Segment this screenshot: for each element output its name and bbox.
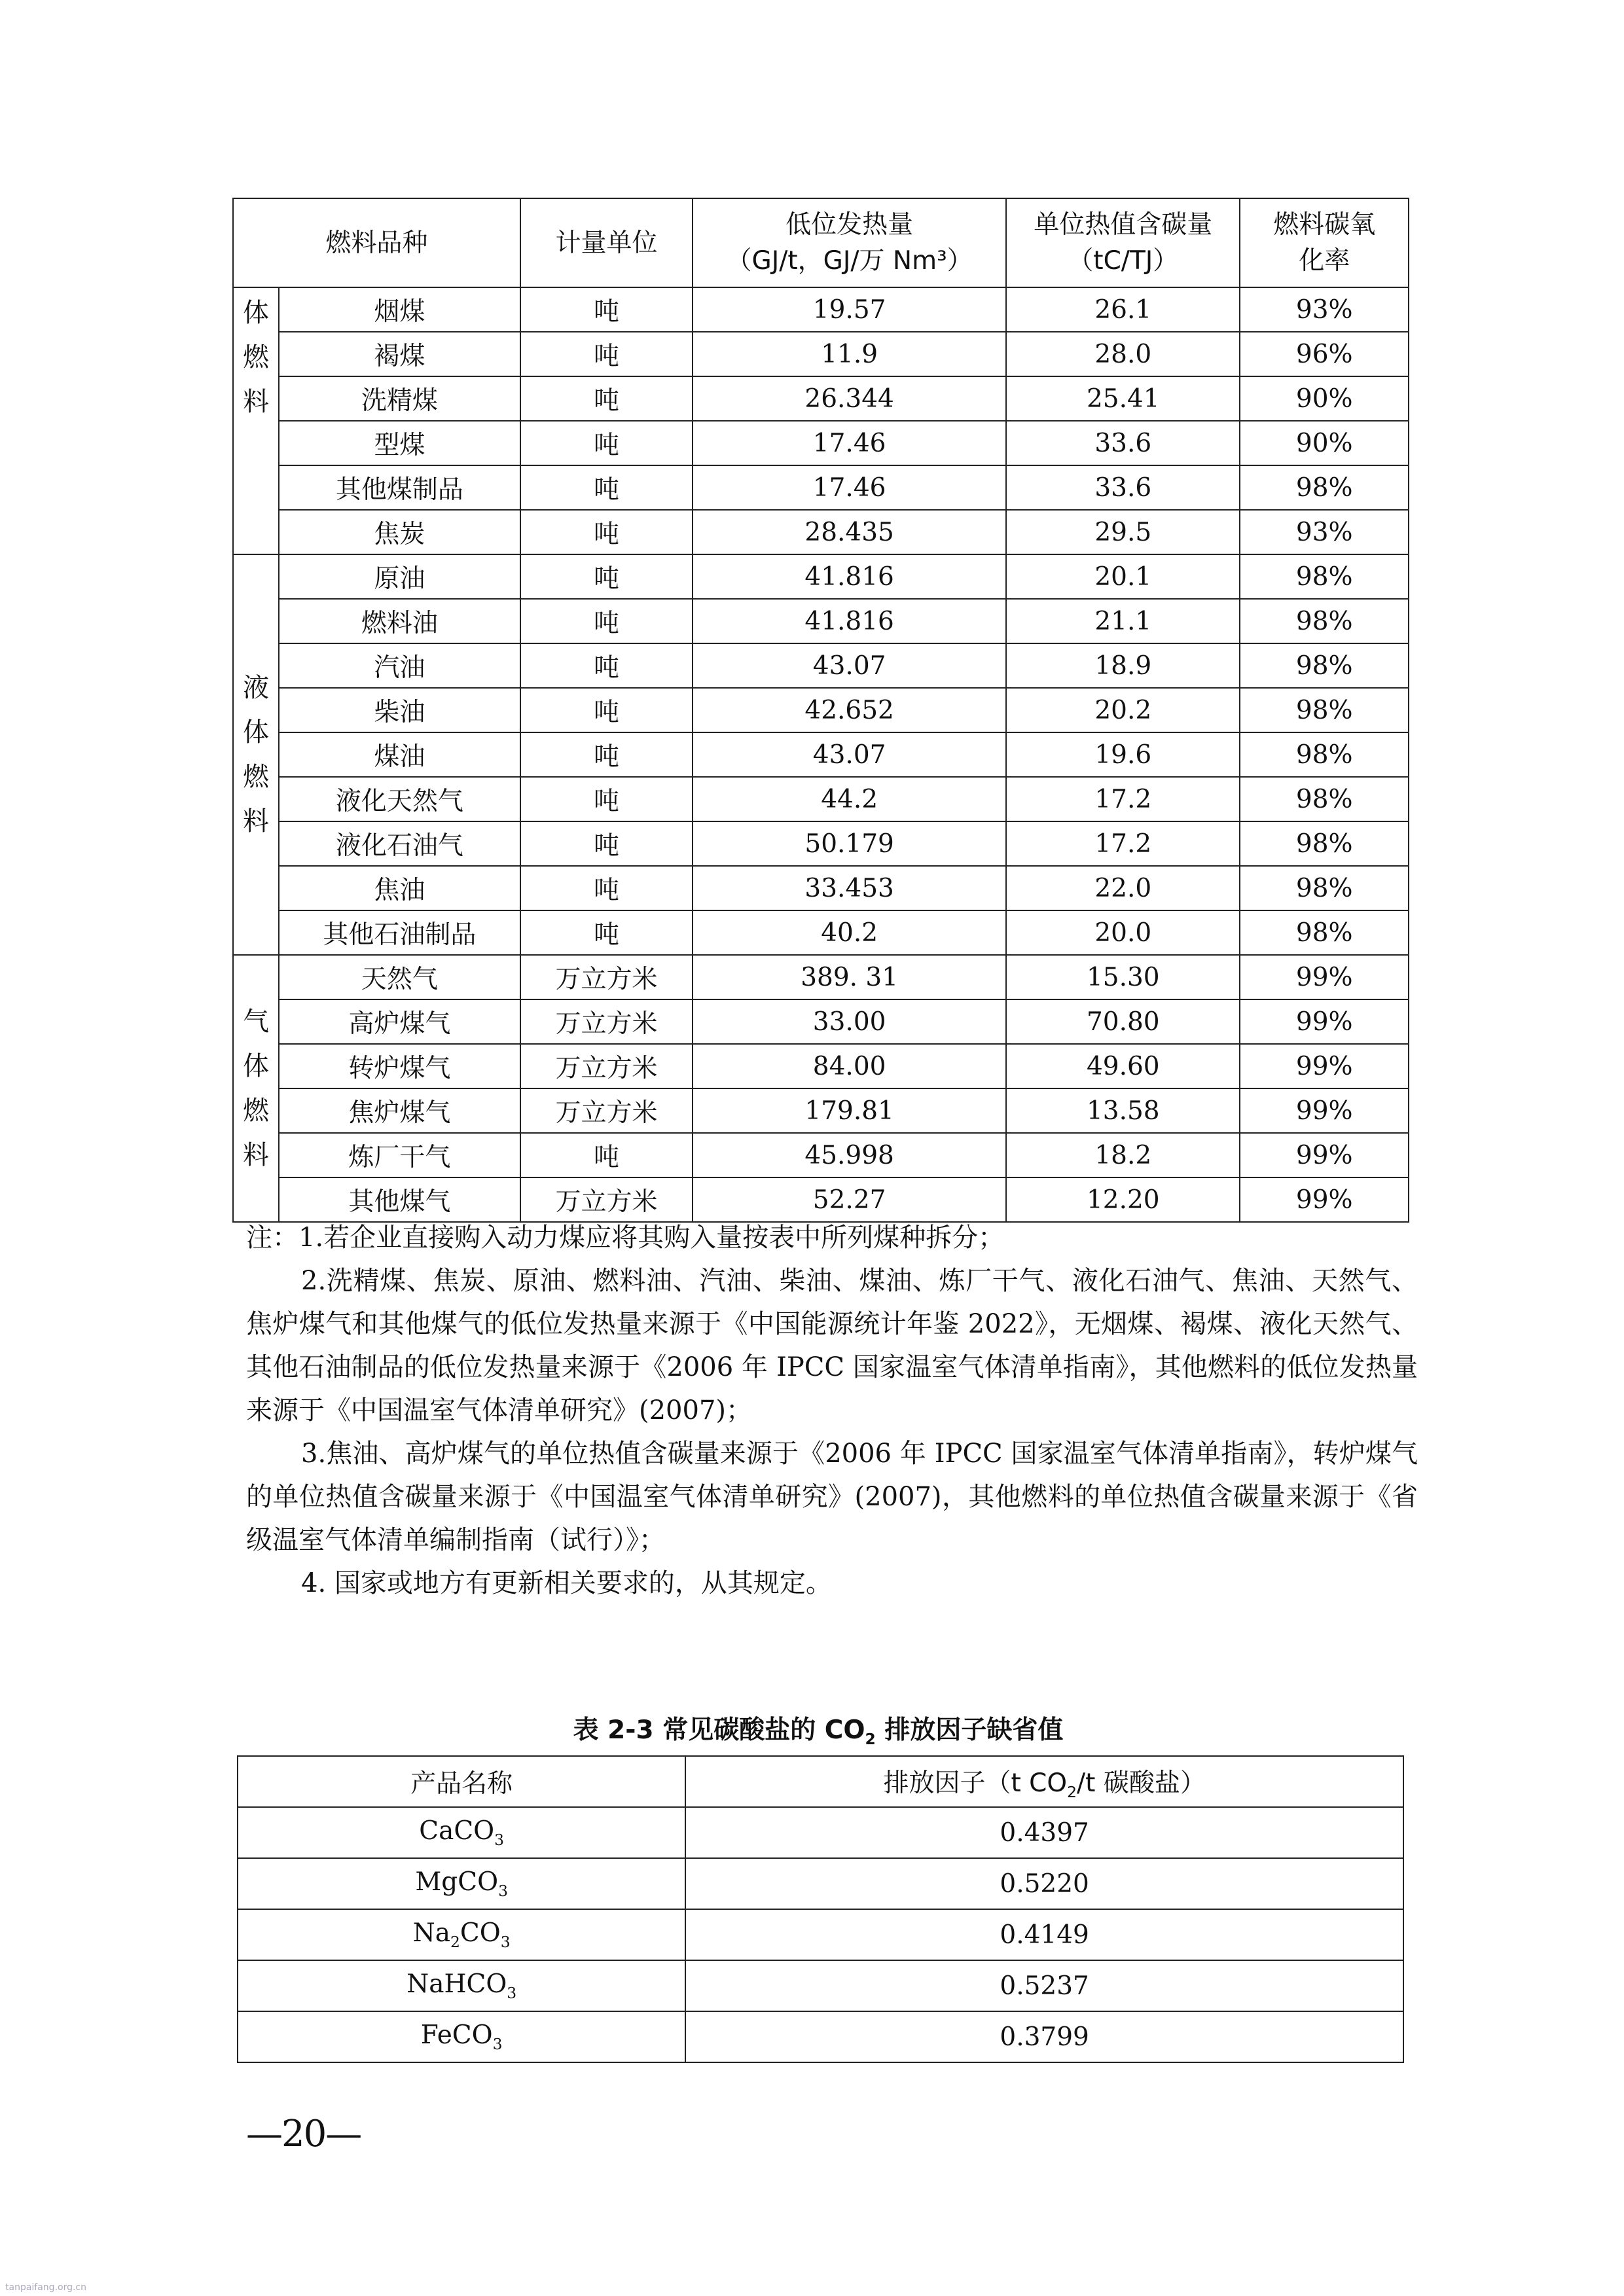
caption-subscript: 2	[865, 1729, 876, 1748]
fuel-name-cell: 其他煤制品	[279, 465, 520, 510]
ncv-cell: 41.816	[693, 599, 1006, 643]
header-fuel-type: 燃料品种	[233, 198, 520, 287]
header-carbon-line1: 单位热值含碳量	[1034, 210, 1213, 240]
oxidation-rate-cell: 93%	[1240, 510, 1409, 554]
ncv-cell: 389. 31	[693, 955, 1006, 999]
carbonate-formula-part: NaHCO	[406, 1969, 507, 2000]
oxidation-rate-cell: 93%	[1240, 287, 1409, 332]
caption-prefix: 表 2-3 常见碳酸盐的 CO	[573, 1715, 865, 1745]
unit-cell: 吨	[520, 910, 693, 955]
note-3: 3.焦油、高炉煤气的单位热值含碳量来源于《2006 年 IPCC 国家温室气体清单指南》，转炉煤气的单位热值含碳量来源于《中国温室气体清单研究》(2007)，其他燃料的单位热值含碳量来源于《省级温室气体清单编制指南（试行）》；	[246, 1439, 1418, 1555]
carbon-content-cell: 13.58	[1006, 1088, 1240, 1133]
emission-factor-cell: 0.5220	[685, 1858, 1403, 1909]
table-row	[233, 999, 1409, 1044]
ncv-cell: 33.453	[693, 866, 1006, 910]
header-carbon-content	[1006, 198, 1240, 287]
fuel-name-cell: 烟煤	[279, 287, 520, 332]
carbon-content-cell: 12.20	[1006, 1177, 1240, 1222]
oxidation-rate-cell: 98%	[1240, 866, 1409, 910]
unit-cell: 吨	[520, 599, 693, 643]
carbonate-formula-part: CaCO	[419, 1816, 495, 1846]
carbon-content-cell: 49.60	[1006, 1044, 1240, 1088]
emission-factor-cell: 0.5237	[685, 1960, 1403, 2011]
fuel-name-cell: 焦炉煤气	[279, 1088, 520, 1133]
oxidation-rate-cell: 99%	[1240, 1177, 1409, 1222]
header-factor-prefix: 排放因子（t CO	[883, 1768, 1068, 1798]
ncv-cell: 41.816	[693, 554, 1006, 599]
table-row	[233, 643, 1409, 688]
oxidation-rate-cell: 98%	[1240, 821, 1409, 866]
header-carbon-line2: （tC/TJ）	[1068, 246, 1179, 276]
fuel-name-cell: 其他石油制品	[279, 910, 520, 955]
fuel-name-cell: 转炉煤气	[279, 1044, 520, 1088]
table-row	[238, 1858, 1403, 1909]
carbon-content-cell: 22.0	[1006, 866, 1240, 910]
header-factor-subscript: 2	[1067, 1782, 1077, 1801]
header-oxidation-line1: 燃料碳氧	[1273, 210, 1376, 240]
unit-cell: 吨	[520, 287, 693, 332]
oxidation-rate-cell: 98%	[1240, 465, 1409, 510]
unit-cell: 吨	[520, 510, 693, 554]
header-ncv-line1: 低位发热量	[785, 210, 914, 240]
ncv-cell: 28.435	[693, 510, 1006, 554]
ncv-cell: 17.46	[693, 421, 1006, 465]
ncv-cell: 179.81	[693, 1088, 1006, 1133]
carbonate-emission-factor-table	[237, 1755, 1404, 2063]
table-row	[233, 821, 1409, 866]
fuel-name-cell: 炼厂干气	[279, 1133, 520, 1177]
carbonate-name-cell	[238, 2011, 685, 2062]
carbonate-formula-part: 3	[507, 1983, 517, 2002]
emission-factor-cell: 0.3799	[685, 2011, 1403, 2062]
carbonate-formula-part: 3	[500, 1932, 511, 1951]
fuel-category-label: 液体燃料	[242, 673, 269, 836]
ncv-cell: 11.9	[693, 332, 1006, 376]
fuel-name-cell: 汽油	[279, 643, 520, 688]
header-ncv-line2: （GJ/t，GJ/万 Nm³）	[726, 246, 973, 276]
table-row	[233, 955, 1409, 999]
unit-cell: 吨	[520, 777, 693, 821]
fuel-name-cell: 煤油	[279, 732, 520, 777]
oxidation-rate-cell: 96%	[1240, 332, 1409, 376]
unit-cell: 万立方米	[520, 955, 693, 999]
unit-cell: 吨	[520, 421, 693, 465]
table-row	[233, 332, 1409, 376]
table-row	[233, 510, 1409, 554]
unit-cell: 万立方米	[520, 1044, 693, 1088]
oxidation-rate-cell: 98%	[1240, 732, 1409, 777]
caption-suffix: 排放因子缺省值	[875, 1715, 1064, 1745]
ncv-cell: 40.2	[693, 910, 1006, 955]
carbon-content-cell: 15.30	[1006, 955, 1240, 999]
watermark-text: tanpaifang.org.cn	[5, 2282, 86, 2293]
table-header-row	[233, 198, 1409, 287]
fuel-category-cell	[233, 955, 279, 1222]
carbon-content-cell: 20.1	[1006, 554, 1240, 599]
header-oxidation-rate	[1240, 198, 1409, 287]
unit-cell: 吨	[520, 688, 693, 732]
table-row	[238, 2011, 1403, 2062]
ncv-cell: 43.07	[693, 643, 1006, 688]
unit-cell: 吨	[520, 554, 693, 599]
unit-cell: 吨	[520, 732, 693, 777]
header-product-name: 产品名称	[238, 1756, 685, 1807]
fuel-name-cell: 柴油	[279, 688, 520, 732]
carbon-content-cell: 18.2	[1006, 1133, 1240, 1177]
carbonate-formula-part: 2	[450, 1932, 460, 1951]
ncv-cell: 43.07	[693, 732, 1006, 777]
carbonate-name-cell	[238, 1858, 685, 1909]
carbon-content-cell: 21.1	[1006, 599, 1240, 643]
table-row	[233, 1177, 1409, 1222]
carbon-content-cell: 29.5	[1006, 510, 1240, 554]
unit-cell: 吨	[520, 465, 693, 510]
fuel-category-label: 体燃料	[242, 298, 269, 417]
table-row	[233, 599, 1409, 643]
carbonate-formula-part: MgCO	[415, 1867, 499, 1897]
carbon-content-cell: 33.6	[1006, 421, 1240, 465]
carbonate-formula-part: 3	[494, 1830, 505, 1849]
unit-cell: 吨	[520, 1133, 693, 1177]
table-row	[233, 554, 1409, 599]
ncv-cell: 50.179	[693, 821, 1006, 866]
header-emission-factor	[685, 1756, 1403, 1807]
carbon-content-cell: 33.6	[1006, 465, 1240, 510]
fuel-name-cell: 液化天然气	[279, 777, 520, 821]
unit-cell: 万立方米	[520, 1177, 693, 1222]
table-row	[233, 777, 1409, 821]
header-oxidation-line2: 化率	[1299, 246, 1350, 276]
carbonate-name-cell	[238, 1807, 685, 1858]
carbon-content-cell: 26.1	[1006, 287, 1240, 332]
unit-cell: 吨	[520, 643, 693, 688]
table-row	[233, 287, 1409, 332]
unit-cell: 吨	[520, 866, 693, 910]
carbon-content-cell: 17.2	[1006, 821, 1240, 866]
emission-factor-cell: 0.4149	[685, 1909, 1403, 1960]
carbonate-header-row	[238, 1756, 1403, 1807]
table-row	[233, 1044, 1409, 1088]
table-row	[233, 465, 1409, 510]
ncv-cell: 17.46	[693, 465, 1006, 510]
fuel-name-cell: 焦油	[279, 866, 520, 910]
table-row	[238, 1909, 1403, 1960]
note-4: 4. 国家或地方有更新相关要求的，从其规定。	[301, 1568, 832, 1598]
oxidation-rate-cell: 99%	[1240, 1044, 1409, 1088]
carbon-content-cell: 20.0	[1006, 910, 1240, 955]
carbon-content-cell: 18.9	[1006, 643, 1240, 688]
carbonate-table-body	[238, 1807, 1403, 2062]
carbon-content-cell: 70.80	[1006, 999, 1240, 1044]
oxidation-rate-cell: 98%	[1240, 910, 1409, 955]
unit-cell: 吨	[520, 332, 693, 376]
fuel-table-body	[233, 287, 1409, 1222]
table-row	[233, 421, 1409, 465]
oxidation-rate-cell: 90%	[1240, 421, 1409, 465]
table-row	[233, 1088, 1409, 1133]
table-row	[238, 1807, 1403, 1858]
page-number: —20—	[246, 2113, 361, 2155]
unit-cell: 万立方米	[520, 999, 693, 1044]
fuel-category-cell	[233, 287, 279, 554]
header-factor-suffix: /t 碳酸盐）	[1076, 1768, 1206, 1798]
fuel-name-cell: 原油	[279, 554, 520, 599]
fuel-name-cell: 液化石油气	[279, 821, 520, 866]
carbon-content-cell: 19.6	[1006, 732, 1240, 777]
fuel-category-label: 气体燃料	[242, 1007, 269, 1170]
note-1: 注：1.若企业直接购入动力煤应将其购入量按表中所列煤种拆分；	[246, 1223, 1005, 1253]
oxidation-rate-cell: 99%	[1240, 999, 1409, 1044]
note-2: 2.洗精煤、焦炭、原油、燃料油、汽油、柴油、煤油、炼厂干气、液化石油气、焦油、天然气、焦炉煤气和其他煤气的低位发热量来源于《中国能源统计年鉴 2022》，无烟煤、褐煤、液化天然气、其他石油制品的低位发热量来源于《2006 年 IPCC 国家温室气体清单指南》，其他燃料的低位发热量来源于《中国温室气体清单研究》(2007)；	[246, 1266, 1418, 1426]
oxidation-rate-cell: 98%	[1240, 777, 1409, 821]
table-row	[238, 1960, 1403, 2011]
fuel-name-cell: 洗精煤	[279, 376, 520, 421]
carbonate-table-caption	[232, 1710, 1404, 1748]
carbonate-formula-part: 3	[498, 1881, 508, 1900]
ncv-cell: 84.00	[693, 1044, 1006, 1088]
ncv-cell: 26.344	[693, 376, 1006, 421]
oxidation-rate-cell: 99%	[1240, 1133, 1409, 1177]
unit-cell: 吨	[520, 376, 693, 421]
unit-cell: 万立方米	[520, 1088, 693, 1133]
oxidation-rate-cell: 98%	[1240, 599, 1409, 643]
carbon-content-cell: 28.0	[1006, 332, 1240, 376]
header-unit: 计量单位	[520, 198, 693, 287]
fuel-name-cell: 其他煤气	[279, 1177, 520, 1222]
carbon-content-cell: 20.2	[1006, 688, 1240, 732]
carbonate-name-cell	[238, 1960, 685, 2011]
carbon-content-cell: 25.41	[1006, 376, 1240, 421]
fuel-name-cell: 型煤	[279, 421, 520, 465]
oxidation-rate-cell: 98%	[1240, 554, 1409, 599]
table-notes	[246, 1216, 1418, 1605]
fuel-category-cell	[233, 554, 279, 955]
oxidation-rate-cell: 98%	[1240, 688, 1409, 732]
header-ncv	[693, 198, 1006, 287]
carbon-content-cell: 17.2	[1006, 777, 1240, 821]
emission-factor-cell: 0.4397	[685, 1807, 1403, 1858]
carbonate-formula-part: Na	[412, 1918, 451, 1948]
table-row	[233, 688, 1409, 732]
carbonate-formula-part: CO	[460, 1918, 501, 1948]
table-row	[233, 376, 1409, 421]
carbonate-formula-part: 3	[492, 2034, 503, 2053]
oxidation-rate-cell: 99%	[1240, 1088, 1409, 1133]
ncv-cell: 44.2	[693, 777, 1006, 821]
ncv-cell: 42.652	[693, 688, 1006, 732]
ncv-cell: 45.998	[693, 1133, 1006, 1177]
table-row	[233, 910, 1409, 955]
table-row	[233, 1133, 1409, 1177]
fuel-name-cell: 焦炭	[279, 510, 520, 554]
fuel-name-cell: 天然气	[279, 955, 520, 999]
fuel-name-cell: 高炉煤气	[279, 999, 520, 1044]
table-row	[233, 866, 1409, 910]
carbonate-name-cell	[238, 1909, 685, 1960]
ncv-cell: 52.27	[693, 1177, 1006, 1222]
oxidation-rate-cell: 98%	[1240, 643, 1409, 688]
fuel-emission-factor-table	[232, 198, 1409, 1223]
ncv-cell: 33.00	[693, 999, 1006, 1044]
table-row	[233, 732, 1409, 777]
carbonate-formula-part: FeCO	[420, 2020, 493, 2051]
oxidation-rate-cell: 90%	[1240, 376, 1409, 421]
fuel-name-cell: 褐煤	[279, 332, 520, 376]
oxidation-rate-cell: 99%	[1240, 955, 1409, 999]
ncv-cell: 19.57	[693, 287, 1006, 332]
unit-cell: 吨	[520, 821, 693, 866]
fuel-name-cell: 燃料油	[279, 599, 520, 643]
